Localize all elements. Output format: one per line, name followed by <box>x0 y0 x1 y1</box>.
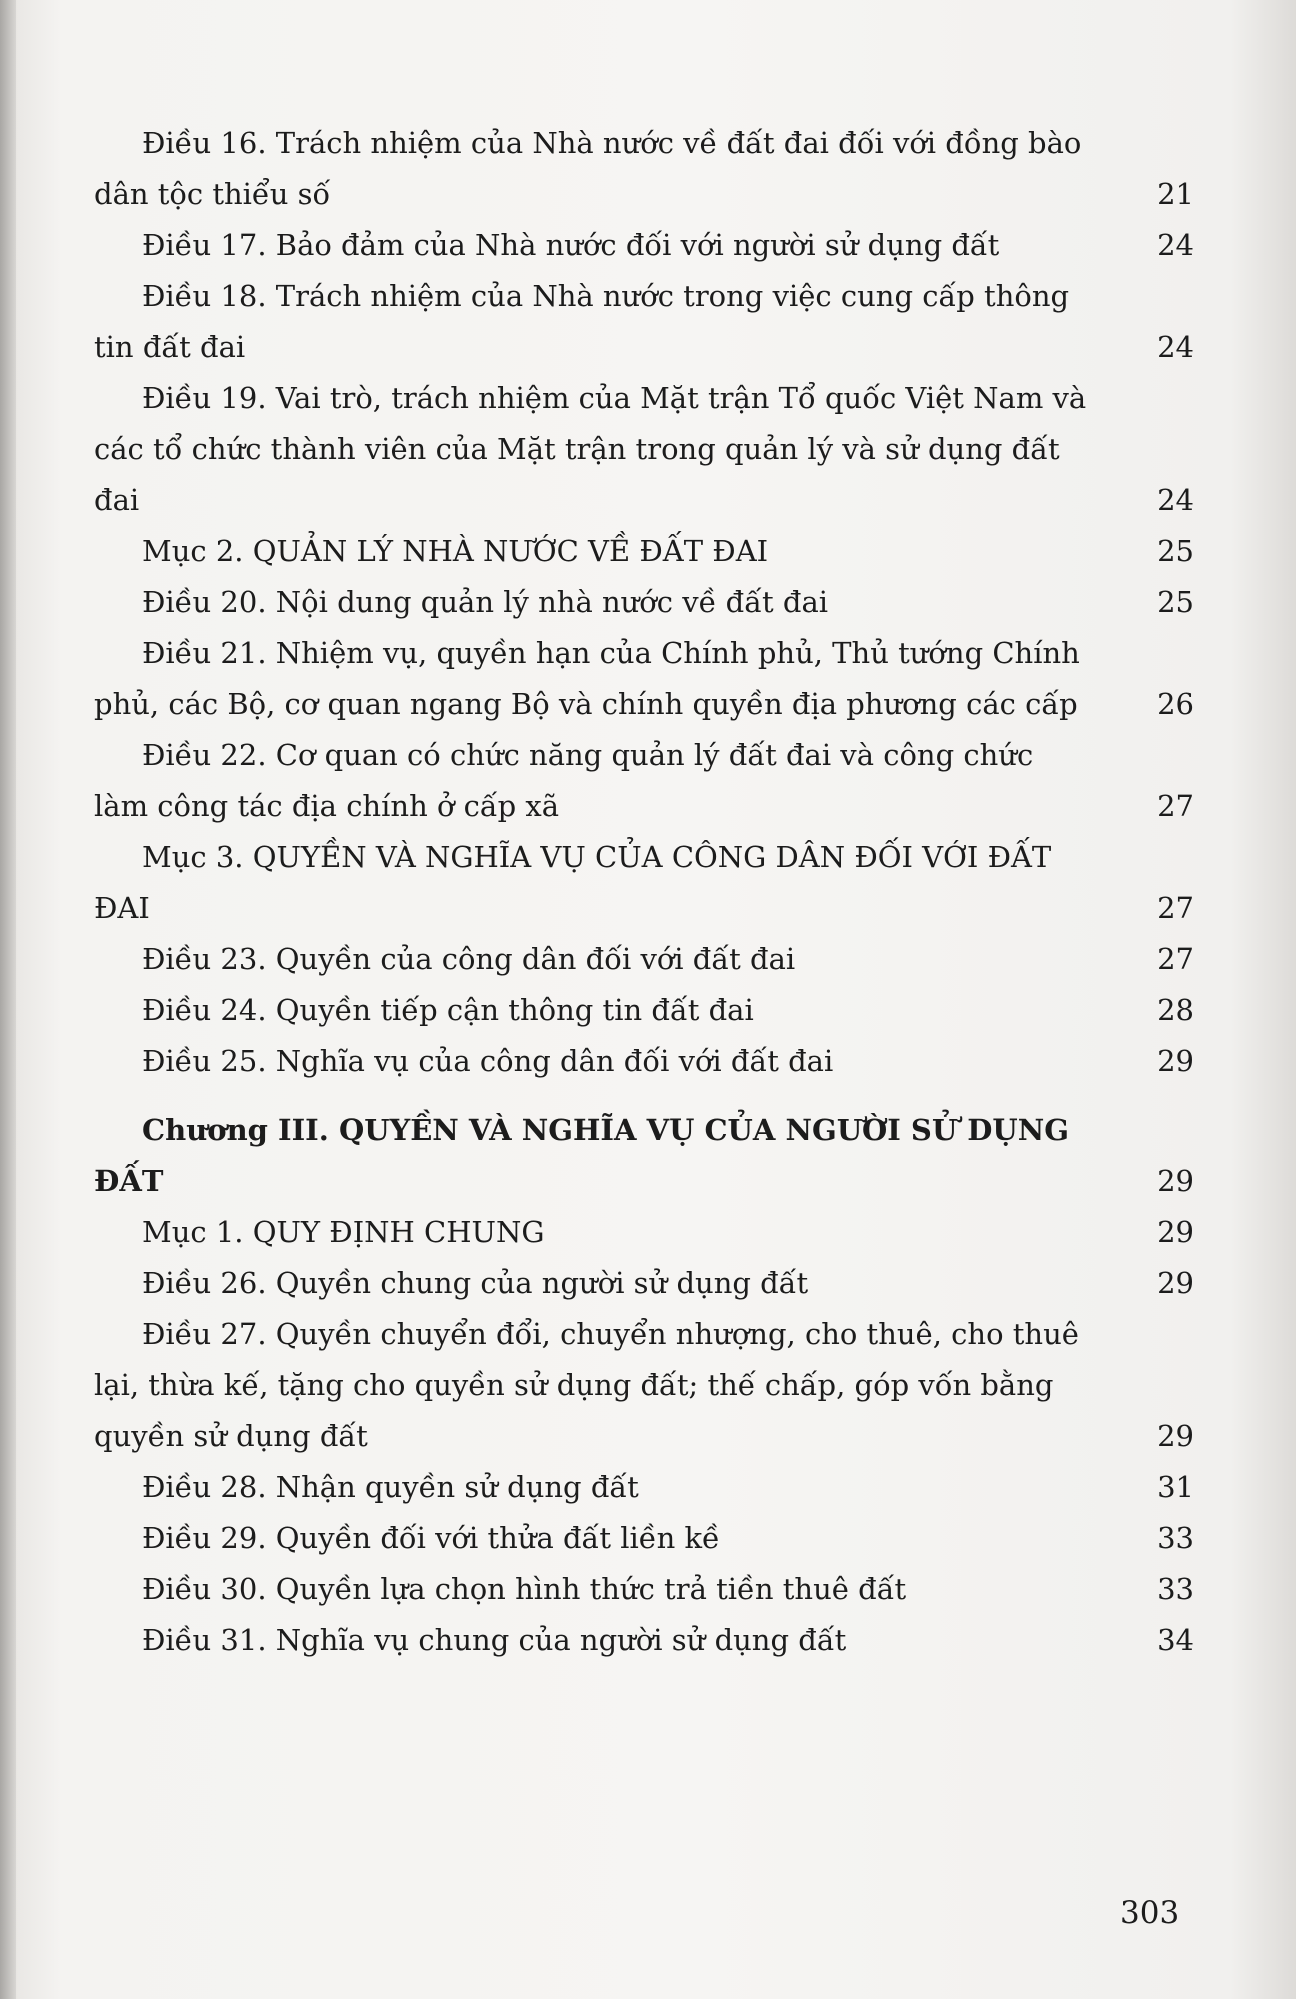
toc-entry-page: 29 <box>1157 1164 1194 1198</box>
toc-entry-title: Điều 19. Vai trò, trách nhiệm của Mặt trận Tổ quốc Việt Nam và các tổ chức thành viên của Mặt trận trong quản lý và sử dụng đất đai <box>94 381 1087 517</box>
toc-entry-title: Điều 17. Bảo đảm của Nhà nước đối với người sử dụng đất <box>142 228 1000 262</box>
toc-entry <box>94 1564 1194 1615</box>
toc-entry-title: Điều 18. Trách nhiệm của Nhà nước trong việc cung cấp thông tin đất đai <box>94 279 1070 364</box>
toc-entry <box>94 985 1194 1036</box>
toc-chapter-title: Chương III. QUYỀN VÀ NGHĨA VỤ CỦA NGƯỜI SỬ DỤNG ĐẤT <box>94 1113 1069 1198</box>
toc-entry-title: Điều 31. Nghĩa vụ chung của người sử dụng đất <box>142 1623 847 1657</box>
toc-entry <box>94 1513 1194 1564</box>
toc-entry-page: 29 <box>1157 1419 1194 1453</box>
toc-section-title: Mục 2. QUẢN LÝ NHÀ NƯỚC VỀ ĐẤT ĐAI <box>142 534 769 568</box>
toc-entry-title: Điều 27. Quyền chuyển đổi, chuyển nhượng, cho thuê, cho thuê lại, thừa kế, tặng cho quyền sử dụng đất; thế chấp, góp vốn bằng quyền sử dụng đất <box>94 1317 1079 1453</box>
toc-entry <box>94 1615 1194 1666</box>
toc-entry-page: 24 <box>1157 483 1194 517</box>
toc-entry-page: 24 <box>1157 330 1194 364</box>
toc-chapter <box>94 1105 1194 1207</box>
toc-entry <box>94 577 1194 628</box>
toc-entry-page: 31 <box>1157 1470 1194 1504</box>
toc-entry-page: 29 <box>1157 1266 1194 1300</box>
page-number: 303 <box>1120 1895 1180 1931</box>
toc-entry-page: 34 <box>1157 1623 1194 1657</box>
toc-entry <box>94 730 1194 832</box>
toc-entry-page: 29 <box>1157 1044 1194 1078</box>
toc-entry-page: 26 <box>1157 687 1194 721</box>
toc-section <box>94 1207 1194 1258</box>
toc-entry <box>94 271 1194 373</box>
toc-entry-page: 27 <box>1157 942 1194 976</box>
toc-entry-page: 27 <box>1157 891 1194 925</box>
toc-entry <box>94 934 1194 985</box>
toc-entry <box>94 1258 1194 1309</box>
toc-entry-page: 21 <box>1157 177 1194 211</box>
toc-entry-page: 33 <box>1157 1572 1194 1606</box>
toc-entry <box>94 1462 1194 1513</box>
toc-entry-page: 24 <box>1157 228 1194 262</box>
toc-entry-page: 29 <box>1157 1215 1194 1249</box>
toc-entry-title: Điều 28. Nhận quyền sử dụng đất <box>142 1470 639 1504</box>
toc-section-title: Mục 3. QUYỀN VÀ NGHĨA VỤ CỦA CÔNG DÂN ĐỐI VỚI ĐẤT ĐAI <box>94 840 1052 925</box>
toc-section <box>94 526 1194 577</box>
toc-entry <box>94 118 1194 220</box>
toc-section-title: Mục 1. QUY ĐỊNH CHUNG <box>142 1215 545 1249</box>
toc-entry-page: 25 <box>1157 534 1194 568</box>
table-of-contents <box>94 118 1194 1666</box>
toc-entry-page: 33 <box>1157 1521 1194 1555</box>
toc-entry <box>94 1309 1194 1462</box>
toc-entry-title: Điều 24. Quyền tiếp cận thông tin đất đai <box>142 993 754 1027</box>
toc-entry-title: Điều 23. Quyền của công dân đối với đất đai <box>142 942 796 976</box>
toc-entry-page: 28 <box>1157 993 1194 1027</box>
toc-entry <box>94 1036 1194 1087</box>
toc-entry-title: Điều 22. Cơ quan có chức năng quản lý đất đai và công chức làm công tác địa chính ở cấp xã <box>94 738 1034 823</box>
book-spine-shadow <box>0 0 16 1999</box>
toc-entry-title: Điều 16. Trách nhiệm của Nhà nước về đất đai đối với đồng bào dân tộc thiểu số <box>94 126 1082 211</box>
toc-entry <box>94 220 1194 271</box>
toc-entry <box>94 373 1194 526</box>
toc-section <box>94 832 1194 934</box>
toc-entry-title: Điều 25. Nghĩa vụ của công dân đối với đất đai <box>142 1044 834 1078</box>
toc-entry-page: 27 <box>1157 789 1194 823</box>
toc-entry-title: Điều 21. Nhiệm vụ, quyền hạn của Chính phủ, Thủ tướng Chính phủ, các Bộ, cơ quan ngang Bộ và chính quyền địa phương các cấp <box>94 636 1080 721</box>
toc-entry-title: Điều 30. Quyền lựa chọn hình thức trả tiền thuê đất <box>142 1572 907 1606</box>
toc-entry-title: Điều 26. Quyền chung của người sử dụng đất <box>142 1266 809 1300</box>
toc-entry <box>94 628 1194 730</box>
toc-entry-title: Điều 20. Nội dung quản lý nhà nước về đất đai <box>142 585 829 619</box>
toc-entry-title: Điều 29. Quyền đối với thửa đất liền kề <box>142 1521 720 1555</box>
toc-entry-page: 25 <box>1157 585 1194 619</box>
